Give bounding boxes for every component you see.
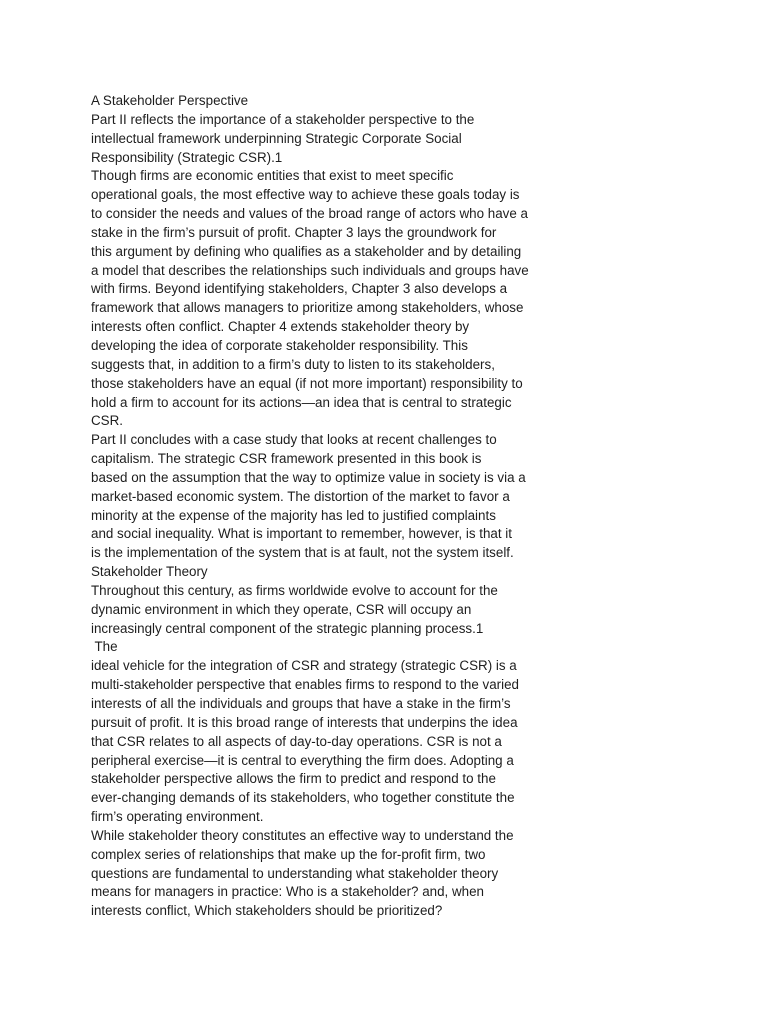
text-line: means for managers in practice: Who is a stakeholder? and, when (91, 884, 484, 900)
text-line: Throughout this century, as firms worldwide evolve to account for the (91, 582, 498, 598)
text-line: ever-changing demands of its stakeholders, who together constitute the (91, 790, 515, 806)
text-line: with firms. Beyond identifying stakeholders, Chapter 3 also develops a (91, 281, 508, 297)
text-line: interests conflict, Which stakeholders should be prioritized? (91, 903, 443, 919)
text-line: increasingly central component of the strategic planning process.1 (91, 620, 484, 636)
text-line: those stakeholders have an equal (if not more important) responsibility to (91, 375, 523, 391)
text-line: stakeholder perspective allows the firm to predict and respond to the (91, 771, 496, 787)
text-line: is the implementation of the system that is at fault, not the system itself. (91, 545, 514, 561)
text-line: minority at the expense of the majority has led to justified complaints (91, 507, 496, 523)
text-line: interests of all the individuals and groups that have a stake in the firm’s (91, 696, 511, 711)
text-line: developing the idea of corporate stakeholder responsibility. This (91, 337, 468, 353)
text-line: interests often conflict. Chapter 4 extends stakeholder theory by (91, 319, 470, 335)
text-line: market-based economic system. The distortion of the market to favor a (91, 488, 510, 504)
text-line: CSR. (91, 413, 123, 429)
text-line: complex series of relationships that make up the for-profit firm, two (91, 846, 486, 862)
text-line: peripheral exercise—it is central to everything the firm does. Adopting a (91, 752, 514, 768)
text-line: questions are fundamental to understanding what stakeholder theory (91, 865, 499, 881)
text-line: pursuit of profit. It is this broad range of interests that underpins the idea (91, 714, 518, 730)
text-line: stake in the firm’s pursuit of profit. Chapter 3 lays the groundwork for (91, 224, 497, 240)
text-line: The (91, 639, 118, 655)
text-line: that CSR relates to all aspects of day-to-day operations. CSR is not a (91, 733, 502, 749)
text-line: capitalism. The strategic CSR framework presented in this book is (91, 451, 482, 467)
text-line: suggests that, in addition to a firm’s duty to listen to its stakeholders, (91, 356, 495, 372)
text-line: Stakeholder Theory (91, 564, 208, 580)
text-line: operational goals, the most effective way to achieve these goals today is (91, 187, 520, 203)
text-line: Responsibility (Strategic CSR).1 (91, 149, 283, 165)
text-line: While stakeholder theory constitutes an effective way to understand the (91, 827, 514, 843)
text-line: this argument by defining who qualifies as a stakeholder and by detailing (91, 243, 522, 259)
text-line: multi-stakeholder perspective that enables firms to respond to the varied (91, 677, 519, 693)
text-line: firm’s operating environment. (91, 809, 264, 825)
text-line: based on the assumption that the way to optimize value in society is via a (91, 469, 526, 485)
text-line: and social inequality. What is important to remember, however, is that it (91, 526, 513, 542)
text-line: to consider the needs and values of the broad range of actors who have a (91, 206, 528, 222)
text-line: Part II reflects the importance of a stakeholder perspective to the (91, 111, 475, 127)
text-line: a model that describes the relationships such individuals and groups have (91, 262, 529, 278)
text-line: intellectual framework underpinning Strategic Corporate Social (91, 130, 462, 146)
text-line: ideal vehicle for the integration of CSR and strategy (strategic CSR) is a (91, 658, 517, 674)
text-line: Part II concludes with a case study that looks at recent challenges to (91, 432, 497, 448)
document-page (91, 92, 561, 921)
text-line: A Stakeholder Perspective (91, 93, 249, 108)
text-line: Though firms are economic entities that exist to meet specific (91, 168, 454, 184)
text-line: dynamic environment in which they operate, CSR will occupy an (91, 601, 472, 617)
text-line: framework that allows managers to prioritize among stakeholders, whose (91, 300, 524, 316)
text-line: hold a firm to account for its actions—an idea that is central to strategic (91, 394, 512, 410)
